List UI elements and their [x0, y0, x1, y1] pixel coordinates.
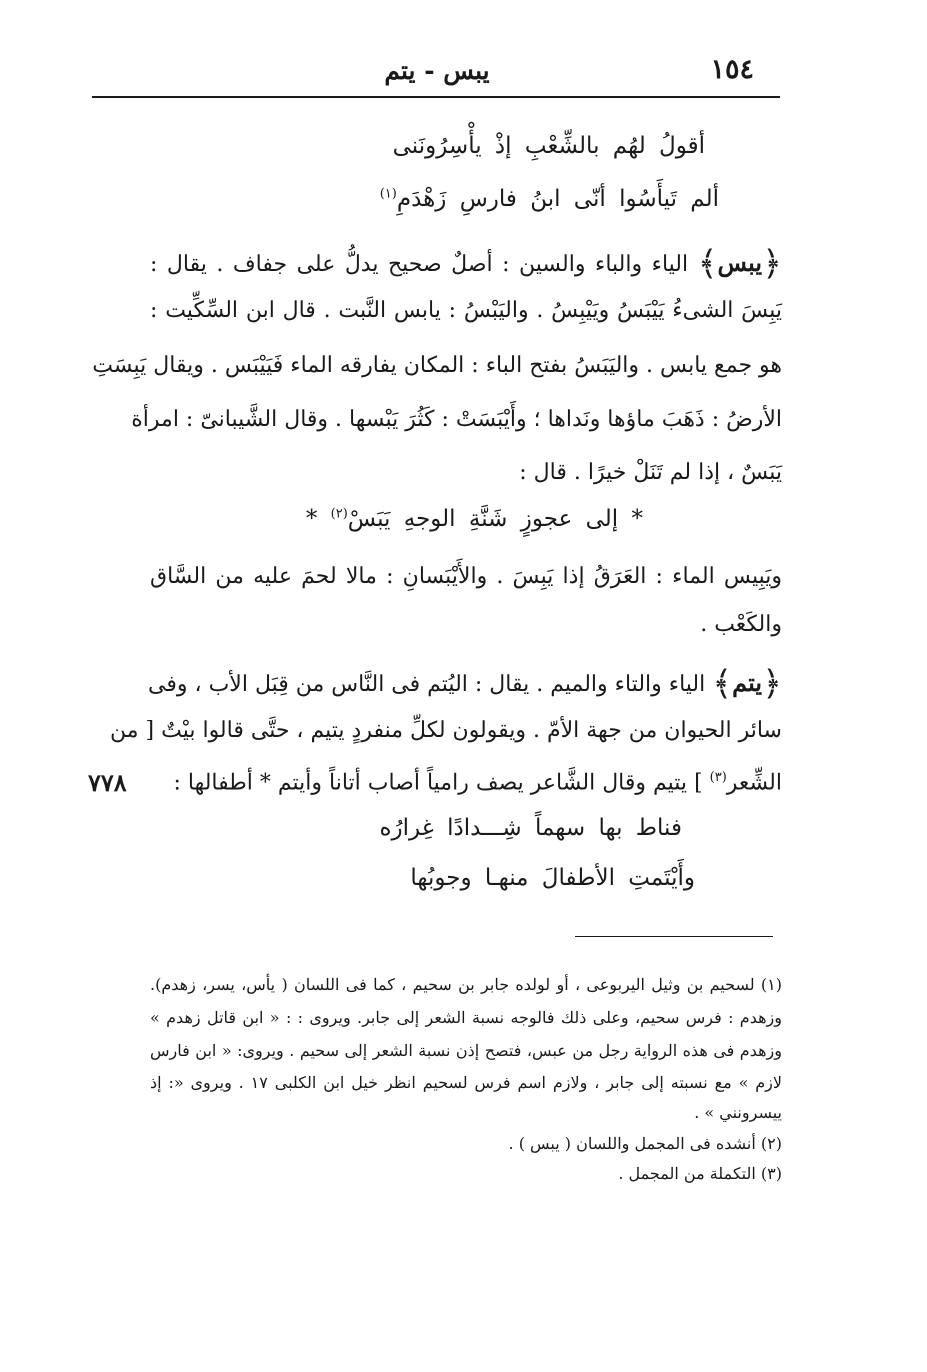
- verse-text: ألم تَيأَسُوا أنّى ابنُ فارسِ زَهْدَمِ: [396, 186, 719, 212]
- footnote-line: وزهدم فى هذه الرواية رجل من عبس، فتصح إذن نسبة الشعر إلى سحيم . ويروى: « ابن فارس: [150, 1041, 783, 1060]
- entry-ybs-line-7: والكَعْب .: [700, 612, 782, 637]
- margin-number: ٧٧٨: [88, 768, 127, 797]
- bracket: ]: [694, 770, 703, 796]
- page-header: [92, 50, 782, 94]
- bracket-close: ﴾: [712, 664, 733, 704]
- header-rule: [92, 96, 780, 98]
- entry-text: الياء والباء والسين : أصلٌ صحيح يدلُّ على جفاف . يقال :: [150, 252, 689, 277]
- running-title: يبس - يتم: [384, 56, 490, 85]
- verse-star: *: [631, 506, 643, 532]
- bracket-open: ﴿: [762, 664, 782, 704]
- entry-text: الياء والتاء والميم . يقال : اليُتم فى النَّاس من قِبَل الأب ، وفى: [148, 672, 706, 697]
- footnote-marker: (٢): [330, 506, 348, 522]
- footnote-marker: (٣): [709, 770, 727, 785]
- entry-ybs-line-6: ويَبِيس الماء : العَرَقُ إذا يَبِسَ . والأَيْبَسانِ : مالا لحمَ عليه من السَّاق: [150, 564, 782, 589]
- verse-line-1: [393, 133, 705, 159]
- footnote-line: ييسرونني » .: [694, 1103, 782, 1122]
- verse-line-2: [380, 186, 719, 212]
- headword-ytm: يتم: [732, 668, 763, 697]
- footnote-line: (٢) أنشده فى المجمل واللسان ( يبس ) .: [508, 1134, 782, 1153]
- entry-ybs-line-5: يَبَسٌ ، إذا لم تَنَلْ خيرًا . قال :: [519, 460, 782, 485]
- bracket-close: ﴾: [697, 244, 718, 284]
- verse-line-4: فناط بها سهماً شِـــدادًا غِرارُه: [379, 815, 682, 841]
- entry-text: يتيم وقال الشَّاعر يصف رامياً أصاب أتاناً وأيتم * أطفالها :: [173, 770, 688, 796]
- entry-ybs-line-2: يَبِسَ الشىءُ يَيْبَسُ ويَيْبِسُ . واليَبْسُ : يابس النَّبت . قال ابن السِّكِّيت :: [150, 298, 782, 323]
- footnote-line: (٣) التكملة من المجمل .: [618, 1164, 782, 1183]
- entry-ybs-line-1: [150, 243, 782, 284]
- footnote-line: (١) لسحيم بن وثيل اليربوعى ، أو لولده جابر بن سحيم ، كما فى اللسان ( يأس، يسر، زهدم).: [150, 975, 782, 994]
- verse-text: إلى عجوزٍ شَنَّةِ الوجهِ يَبَسْ: [347, 506, 619, 532]
- verse-text: أقولُ لهُم بالشِّعْبِ إذْ يأْسِرُونَنى: [392, 133, 705, 159]
- entry-ybs-line-4: الأرضُ : ذَهَبَ ماؤها ونَداها ؛ وأَيْبَسَتْ : كَثُرَ يَبْسها . وقال الشَّيبانىّ : امرأة: [131, 407, 782, 432]
- verse-line-5: وأَيْتَمتِ الأطفالَ منهـا وجوبُها: [410, 865, 695, 891]
- entry-text: الشِّعر: [726, 770, 782, 796]
- entry-ytm-line-3: [150, 770, 782, 795]
- headword-ybs: يبس: [717, 248, 763, 277]
- footnote-rule: [575, 936, 773, 937]
- footnote-line: لازم » مع نسبته إلى جابر ، ولازم اسم فرس لسحيم انظر خيل ابن الكلبى ١٧ . ويروى «: إذ: [150, 1073, 783, 1092]
- verse-star: *: [305, 506, 318, 532]
- footnote-line: وزهدم : فرس سحيم، وعلى ذلك فالوجه نسبة الشعر إلى جابر. ويروى : : « ابن قاتل زهدم »: [150, 1008, 782, 1027]
- bracket-open: ﴿: [762, 244, 782, 284]
- verse-line-3: [306, 506, 643, 532]
- page-number: ١٥٤: [710, 54, 754, 85]
- entry-ybs-line-3: هو جمع يابس . واليَبَسُ بفتح الباء : المكان يفارقه الماء فَيَيْبَس . ويقال يَبِسَتِ: [92, 353, 782, 378]
- entry-ytm-line-2: سائر الحيوان من جهة الأمّ . ويقولون لكلِّ منفردٍ يتيم ، حتَّى قالوا بيْتٌ [ من: [110, 718, 782, 743]
- entry-ytm-line-1: [150, 663, 782, 704]
- footnote-marker: (١): [379, 186, 397, 202]
